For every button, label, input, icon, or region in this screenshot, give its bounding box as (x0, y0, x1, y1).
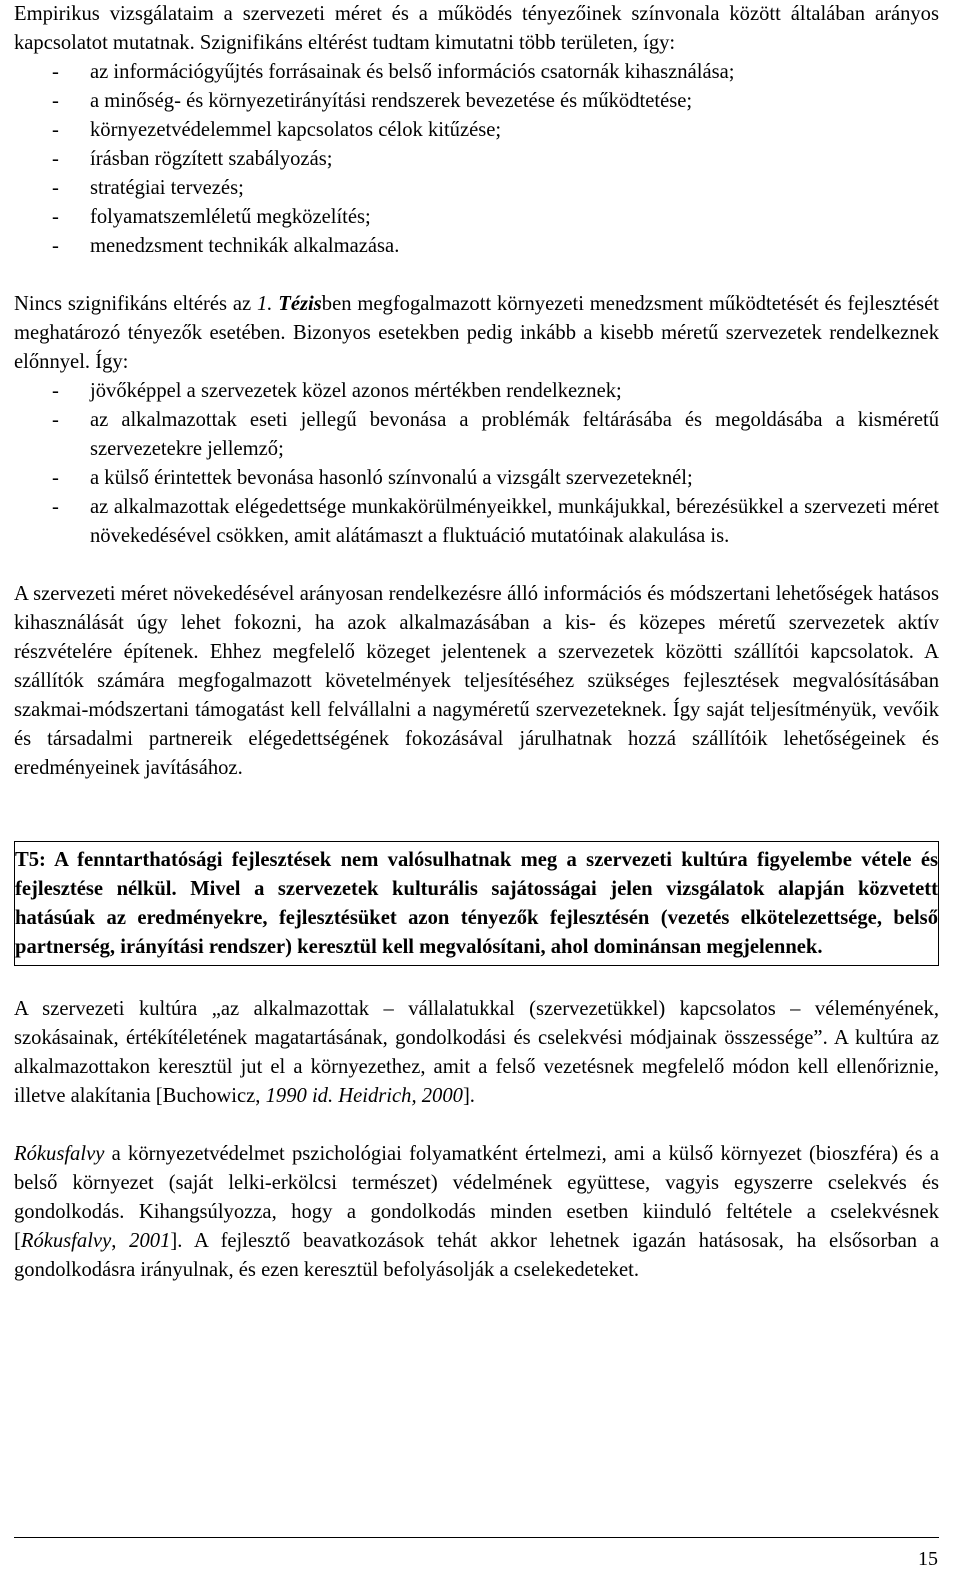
list-item: - az alkalmazottak eseti jellegű bevonása a problémák feltárásába és megoldásába a kisméretű szervezetekre jellemző; (14, 406, 939, 464)
thesis-box (14, 841, 939, 966)
no-difference-paragraph: Nincs szignifikáns eltérés az 1. Tézisben megfogalmazott környezeti menedzsment működtetését és fejlesztését meghatározó tényezők esetében. Bizonyos esetekben pedig inkább a kisebb méretű szervezetek rendelkeznek előnnyel. Így: (14, 293, 939, 373)
list-dash: - (52, 467, 59, 489)
list-dash: - (52, 380, 59, 402)
list-dash: - (52, 61, 59, 83)
list-dash: - (52, 148, 59, 170)
list-dash: - (52, 235, 59, 257)
no-difference-list (14, 377, 939, 551)
list-item: - stratégiai tervezés; (14, 174, 939, 203)
thesis-text: T5: A fenntarthatósági fejlesztések nem valósulhatnak meg a szervezeti kultúra figyelembe vétele és fejlesztése nélkül. Mivel a szervezetek kulturális sajátosságai jelen vizsgálatok alapján közvetett hatásúak az eredményekre, fejlesztésüket azon tényezők fejlesztésén (vezetés elkötelezettsége, belső partnerség, irányítási rendszer) keresztül kell megvalósítani, ahol dominánsan megjelennek. (15, 849, 938, 958)
list-item: - menedzsment technikák alkalmazása. (14, 232, 939, 261)
list-dash: - (52, 409, 59, 431)
list-dash: - (52, 177, 59, 199)
culture-definition-paragraph: A szervezeti kultúra „az alkalmazottak – vállalatukkal (szervezetükkel) kapcsolatos – véleményének, szokásainak, értékítéletének magatartásának, gondolkodási és cselekvési módjainak összessége”. A kultúra az alkalmazottakon keresztül jut el a környezethez, amit a felső vezetésnek megfelelő módon kell ellenőriznie, illetve alakítania [Buchowicz, 1990 id. Heidrich, 2000]. (14, 998, 939, 1107)
list-item: - az információgyűjtés forrásainak és belső információs csatornák kihasználása; (14, 58, 939, 87)
rokusfalvy-paragraph: Rókusfalvy a környezetvédelmet pszichológiai folyamatként értelmezi, ami a külső környezet (bioszféra) és a belső környezet (saját lelki-erkölcsi természet) védelmének együttese, vagyis egyszerre cselekvés és gondolkodás. Kihangsúlyozza, hogy a gondolkodás minden esetben kiinduló feltétele a cselekvésnek [Rókusfalvy, 2001]. A fejlesztő beavatkozások tehát akkor lehetnek igazán hatásosak, ha elsősorban a gondolkodásra irányulnak, és ezen keresztül befolyásolják a cselekedeteket. (14, 1143, 940, 1281)
list-item: - írásban rögzített szabályozás; (14, 145, 939, 174)
list-dash: - (52, 206, 59, 228)
footer-divider (14, 1537, 939, 1538)
list-dash: - (52, 90, 59, 112)
list-item: - a minőség- és környezetirányítási rendszerek bevezetése és működtetése; (14, 87, 939, 116)
document-page (14, 0, 939, 1285)
list-dash: - (52, 119, 59, 141)
list-item: - a külső érintettek bevonása hasonló színvonalú a vizsgált szervezeteknél; (14, 464, 939, 493)
intro-paragraph: Empirikus vizsgálataim a szervezeti méret és a működés tényezőinek színvonala között általában arányos kapcsolatot mutatnak. Szignifikáns eltérést tudtam kimutatni több területen, így: (14, 3, 939, 54)
page-number: 15 (918, 1548, 938, 1570)
organization-size-paragraph: A szervezeti méret növekedésével arányosan rendelkezésre álló információs és módszertani lehetőségek hatásos kihasználását úgy lehet fokozni, ha azok alkalmazásában a kis- és közepes méretű szervezetek aktív részvételére építenek. Ehhez megfelelő közeget jelentenek a szervezetek közötti szállítói kapcsolatok. A szállítók számára megfogalmazott követelmények teljesítéséhez szükséges fejlesztések megvalósításában szakmai-módszertani támogatást kell felvállalni a nagyméretű szervezeteknek. Így saját teljesítményük, vevőik és társadalmi partnereik elégedettségének fokozásával járulhatnak hozzá szállítóik lehetőségeinek és eredményeinek javításához. (14, 583, 939, 779)
list-item: - folyamatszemléletű megközelítés; (14, 203, 939, 232)
significant-differences-list (14, 58, 939, 261)
list-item: - az alkalmazottak elégedettsége munkakörülményeikkel, munkájukkal, bérezésükkel a szervezeti méret növekedésével csökken, amit alátámaszt a fluktuáció mutatóinak alakulása is. (14, 493, 939, 551)
list-item: - környezetvédelemmel kapcsolatos célok kitűzése; (14, 116, 939, 145)
list-item: - jövőképpel a szervezetek közel azonos mértékben rendelkeznek; (14, 377, 939, 406)
list-dash: - (52, 496, 59, 518)
